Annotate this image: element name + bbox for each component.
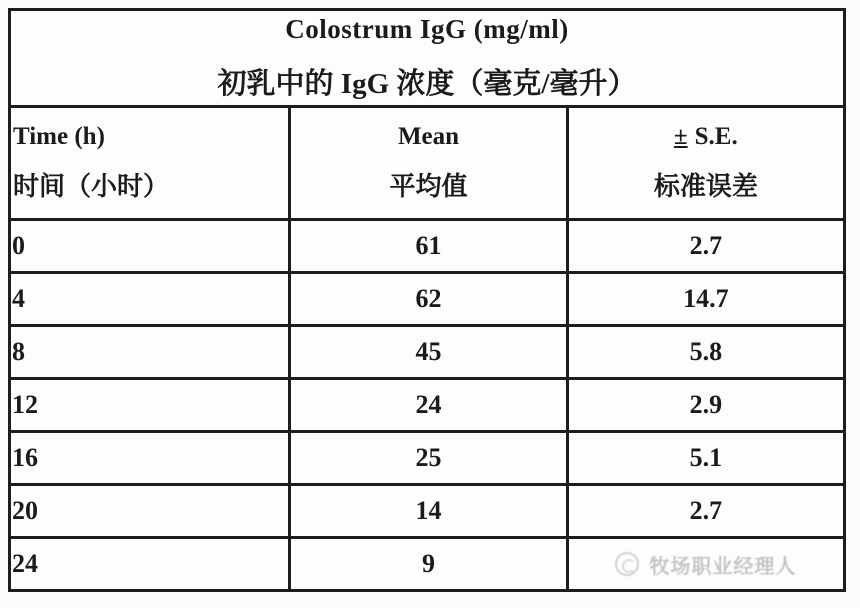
table-title-block: [11, 11, 843, 108]
table-row: [11, 324, 843, 377]
table-body: [11, 221, 843, 589]
table-row: [11, 271, 843, 324]
watermark-text: 牧场职业经理人: [649, 555, 797, 578]
mean-cell: 45: [288, 327, 565, 377]
igg-table: [8, 8, 846, 592]
column-header-time-zh: 时间（小时）: [13, 172, 170, 201]
table-row: [11, 483, 843, 536]
se-cell: 2.7: [566, 221, 843, 271]
table-title-en: Colostrum IgG (mg/ml): [285, 14, 569, 44]
mean-cell: 62: [288, 274, 565, 324]
table-row: [11, 536, 843, 589]
time-cell: 4: [12, 284, 25, 313]
plus-minus-symbol: ±: [673, 123, 688, 150]
mean-cell: 25: [288, 433, 565, 483]
time-cell: 0: [12, 231, 25, 260]
table-row: [11, 221, 843, 271]
se-cell: 5.1: [566, 433, 843, 483]
table-title-zh: 初乳中的 IgG 浓度（毫克/毫升）: [217, 68, 637, 100]
se-cell: 2.7: [566, 486, 843, 536]
table-row: [11, 377, 843, 430]
watermark-logo-icon: [615, 552, 639, 576]
column-header-mean-zh: 平均值: [389, 172, 468, 201]
time-cell: 8: [12, 337, 25, 366]
column-header-se-en: ± S.E.: [673, 123, 738, 150]
table-header-row: [11, 108, 843, 221]
column-header-se: [566, 108, 843, 218]
mean-cell: 9: [288, 539, 565, 589]
time-cell: 12: [12, 390, 38, 419]
column-header-se-zh: 标准误差: [653, 172, 758, 201]
time-cell: 16: [12, 443, 38, 472]
time-cell: 24: [12, 549, 38, 578]
watermark: [615, 550, 796, 579]
column-header-time-en: Time (h): [13, 123, 105, 150]
se-cell: 5.8: [566, 327, 843, 377]
mean-cell: 24: [288, 380, 565, 430]
column-header-mean-en: Mean: [397, 123, 460, 150]
table-row: [11, 430, 843, 483]
se-cell: 14.7: [566, 274, 843, 324]
mean-cell: 14: [288, 486, 565, 536]
column-header-mean: [288, 108, 565, 218]
se-cell: [566, 539, 843, 589]
column-header-time: [11, 108, 288, 218]
time-cell: 20: [12, 496, 38, 525]
mean-cell: 61: [288, 221, 565, 271]
se-cell: 2.9: [566, 380, 843, 430]
